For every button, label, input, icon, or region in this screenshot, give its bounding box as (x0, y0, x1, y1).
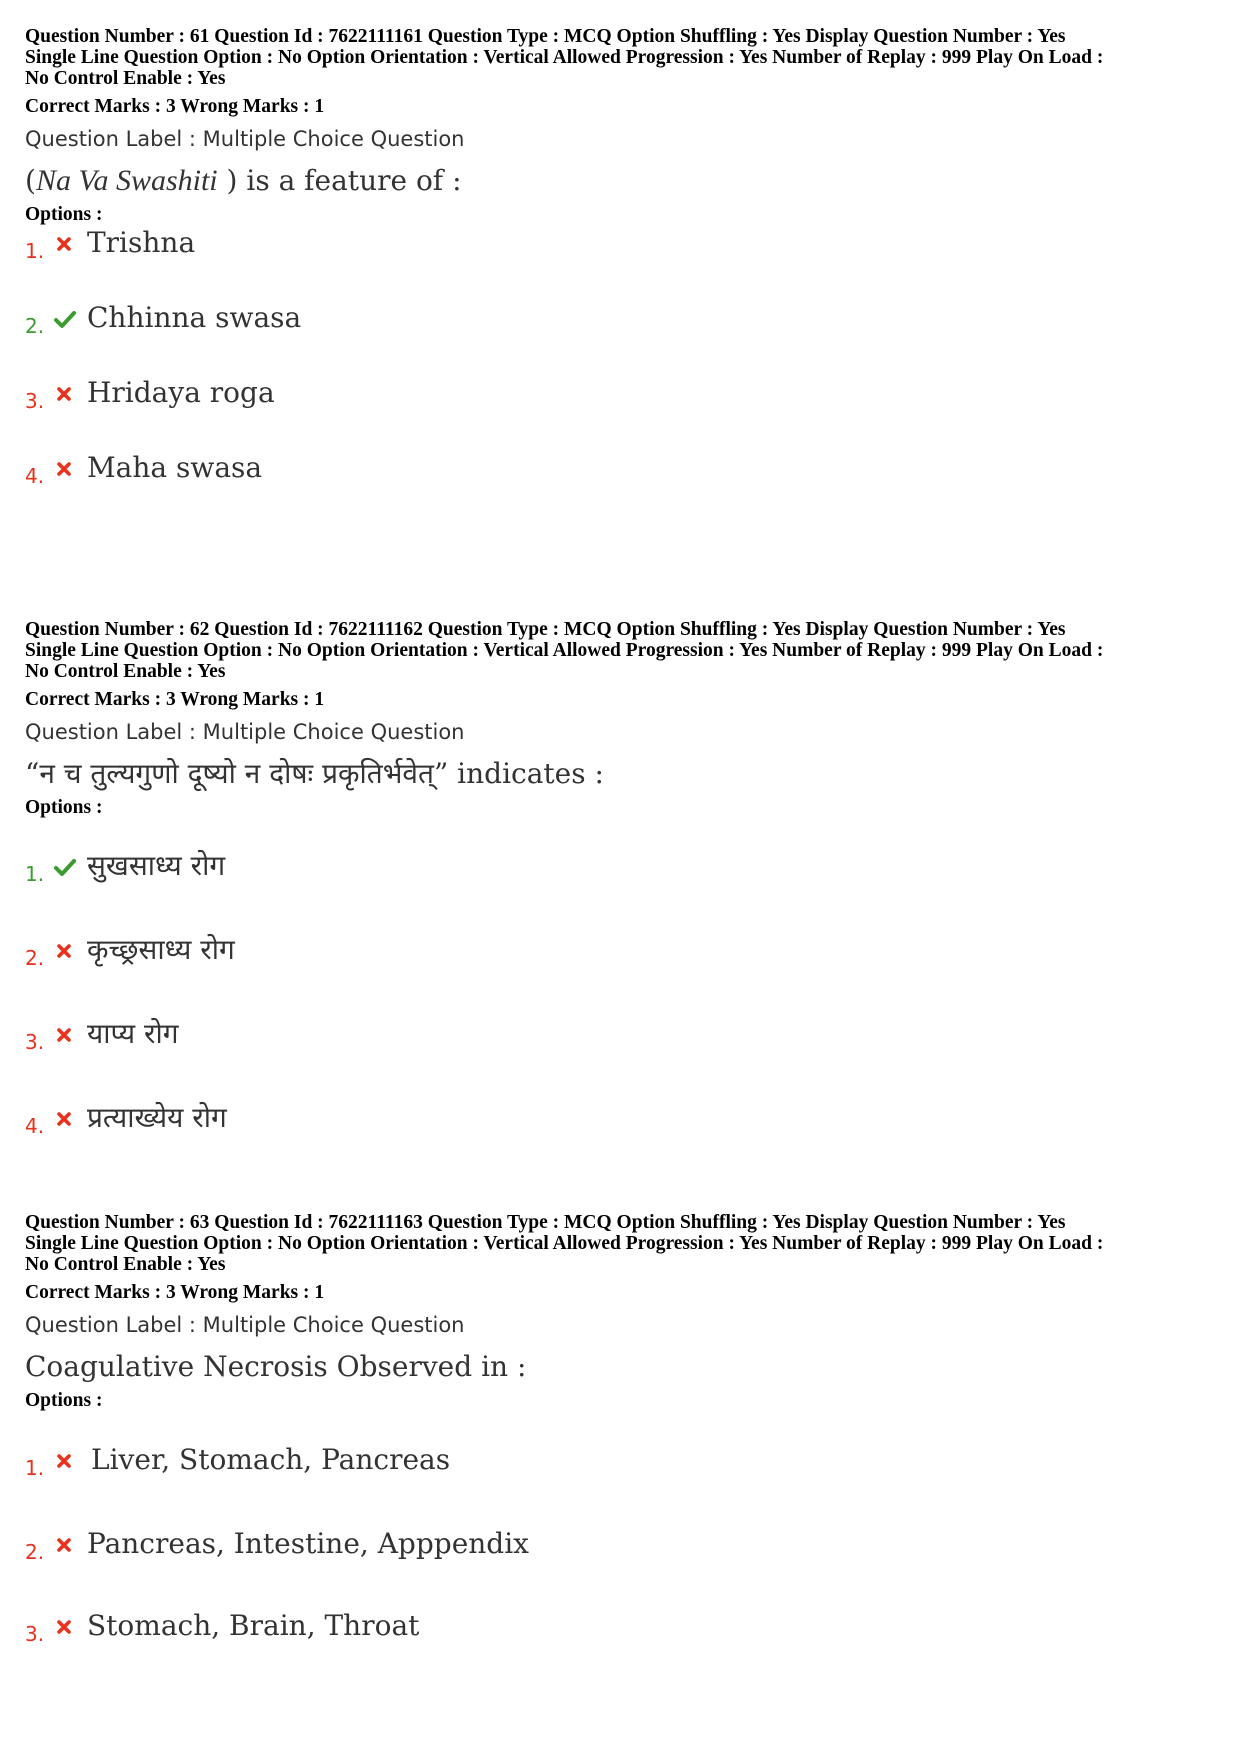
checkmark-icon (53, 856, 77, 878)
question-label: Question Label : Multiple Choice Question (25, 720, 465, 744)
question-label: Question Label : Multiple Choice Question (25, 127, 465, 151)
option-number: 1. (25, 239, 45, 263)
option-text: Liver, Stomach, Pancreas (91, 1443, 451, 1476)
meta-line: Single Line Question Option : No Option Orientation : Vertical Allowed Progression : Yes Number of Replay : 999 Play On Load : (25, 640, 1104, 661)
meta-line: Single Line Question Option : No Option Orientation : Vertical Allowed Progression : Yes Number of Replay : 999 Play On Load : (25, 1233, 1104, 1254)
option-number: 3. (25, 1030, 45, 1054)
option-text: प्रत्याख्येय रोग (87, 1101, 227, 1134)
question-marks: Correct Marks : 3 Wrong Marks : 1 (25, 1282, 325, 1303)
option-text: Chhinna swasa (87, 301, 302, 334)
options-label: Options : (25, 1390, 103, 1411)
meta-line: No Control Enable : Yes (25, 661, 226, 682)
option-number: 4. (25, 1114, 45, 1138)
cross-icon (53, 383, 75, 405)
meta-line: No Control Enable : Yes (25, 68, 226, 89)
cross-icon (53, 1024, 75, 1046)
question-meta (25, 26, 1225, 89)
option-text: Stomach, Brain, Throat (87, 1609, 420, 1642)
option-number: 3. (25, 1622, 45, 1646)
option-text: कृच्छ्रसाध्य रोग (87, 933, 235, 966)
option-text: Hridaya roga (87, 376, 275, 409)
option-number: 1. (25, 862, 45, 886)
cross-icon (53, 1108, 75, 1130)
cross-icon (53, 940, 75, 962)
option-text: Pancreas, Intestine, Apppendix (87, 1527, 529, 1560)
question-text: Coagulative Necrosis Observed in : (25, 1350, 527, 1383)
cross-icon (53, 1534, 75, 1556)
options-label: Options : (25, 797, 103, 818)
option-number: 2. (25, 1540, 45, 1564)
question-block (25, 26, 1225, 226)
question-text-rest: ) is a feature of : (217, 164, 462, 197)
option-number: 2. (25, 314, 45, 338)
meta-line: No Control Enable : Yes (25, 1254, 226, 1275)
question-meta (25, 1212, 1225, 1275)
question-text-open: ( (25, 164, 36, 197)
option-number: 1. (25, 1456, 45, 1480)
option-text: Trishna (87, 226, 196, 259)
question-meta (25, 619, 1225, 682)
option-text: याप्य रोग (87, 1017, 179, 1050)
question-label: Question Label : Multiple Choice Question (25, 1313, 465, 1337)
meta-line: Question Number : 61 Question Id : 7622111161 Question Type : MCQ Option Shuffling : Yes Display Question Number : Yes (25, 26, 1066, 47)
question-marks: Correct Marks : 3 Wrong Marks : 1 (25, 96, 325, 117)
option-number: 3. (25, 389, 45, 413)
question-block (25, 619, 1225, 819)
checkmark-icon (53, 308, 77, 330)
question-text: “न च तुल्यगुणो दूष्यो न दोषः प्रकृतिर्भवेत्” indicates : (25, 757, 604, 790)
cross-icon (53, 1450, 75, 1472)
option-text: सुखसाध्य रोग (87, 849, 226, 882)
meta-line: Single Line Question Option : No Option Orientation : Vertical Allowed Progression : Yes Number of Replay : 999 Play On Load : (25, 47, 1104, 68)
options-label: Options : (25, 204, 103, 225)
option-number: 4. (25, 464, 45, 488)
option-number: 2. (25, 946, 45, 970)
question-text (25, 164, 1225, 198)
question-block (25, 1212, 1225, 1412)
cross-icon (53, 1616, 75, 1638)
option-text: Maha swasa (87, 451, 263, 484)
question-marks: Correct Marks : 3 Wrong Marks : 1 (25, 689, 325, 710)
meta-line: Question Number : 63 Question Id : 7622111163 Question Type : MCQ Option Shuffling : Yes Display Question Number : Yes (25, 1212, 1066, 1233)
cross-icon (53, 458, 75, 480)
cross-icon (53, 233, 75, 255)
question-text-italic: Na Va Swashiti (35, 164, 218, 197)
meta-line: Question Number : 62 Question Id : 7622111162 Question Type : MCQ Option Shuffling : Yes Display Question Number : Yes (25, 619, 1066, 640)
